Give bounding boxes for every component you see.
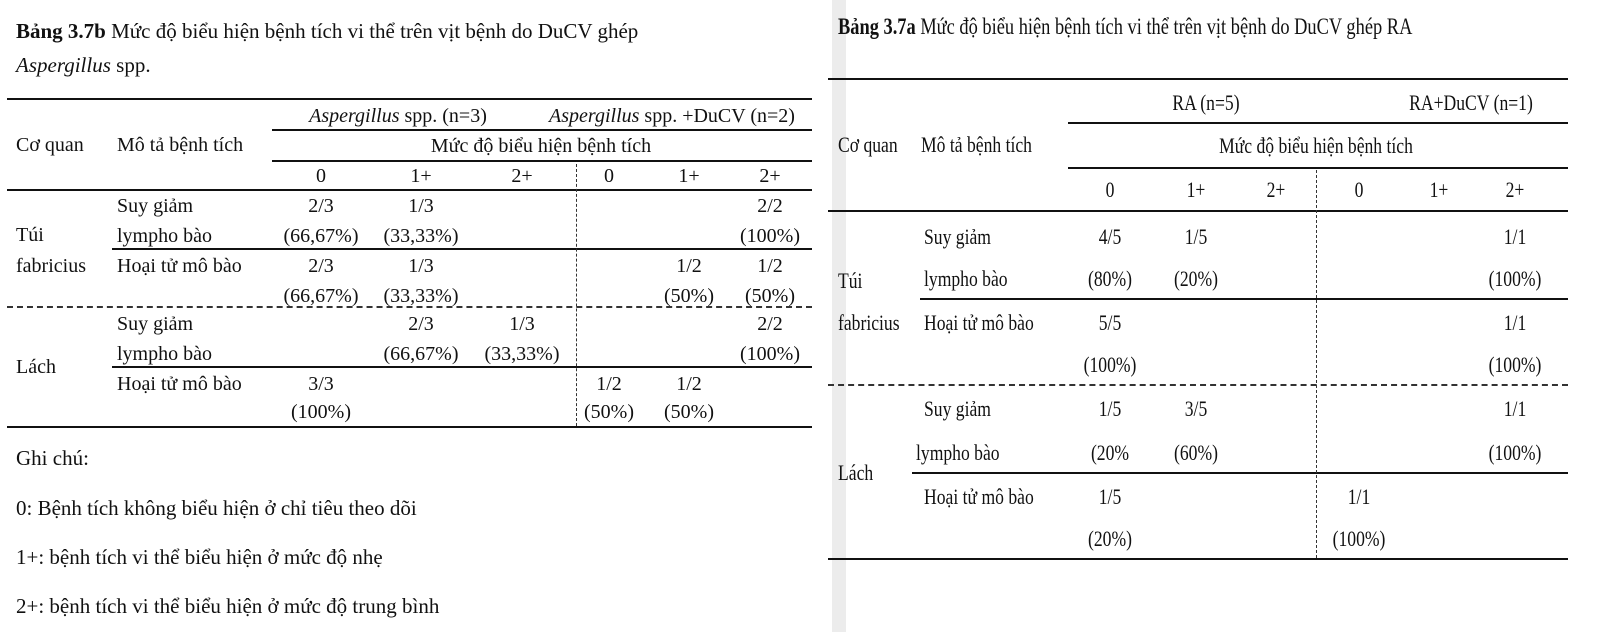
subheader-rule xyxy=(1068,167,1568,169)
level-header: 2+ xyxy=(1505,177,1525,202)
organ-fabricius-2: fabricius xyxy=(16,255,86,277)
title-label: Bảng 3.7a xyxy=(838,14,916,39)
level-header: 2+ xyxy=(759,165,781,187)
desc-lympho-2: lympho bào xyxy=(916,440,1000,465)
header-bottom-rule xyxy=(7,189,812,191)
cell-value: (33,33%) xyxy=(383,225,459,247)
cell-value: 2/2 xyxy=(757,195,783,217)
header-bottom-rule xyxy=(828,210,1568,212)
table-3-7a-panel xyxy=(838,0,1600,632)
level-header: 1+ xyxy=(678,165,700,187)
level-header: 1+ xyxy=(1186,177,1206,202)
group2-italic: Aspergillus xyxy=(549,105,640,127)
group-rule xyxy=(272,129,812,131)
top-rule xyxy=(828,78,1568,80)
group2-header: RA+DuCV (n=1) xyxy=(1409,90,1533,115)
cell-value: (100%) xyxy=(1488,266,1542,291)
cell-value: (100%) xyxy=(1332,526,1386,551)
note-level-2: 2+: bệnh tích vi thể biểu hiện ở mức độ trung bình xyxy=(16,594,440,618)
desc-lympho-2: lympho bào xyxy=(117,343,212,365)
organ-fabricius-1: Túi xyxy=(16,224,44,246)
level-header: 2+ xyxy=(1266,177,1286,202)
group-divider-dashed xyxy=(576,164,577,426)
fabricius-mid-rule xyxy=(920,298,1568,300)
cell-value: (100%) xyxy=(1488,440,1542,465)
cell-value: 1/3 xyxy=(408,255,434,277)
cell-value: (50%) xyxy=(664,285,714,307)
cell-value: 1/2 xyxy=(676,373,702,395)
desc-lympho-2: lympho bào xyxy=(924,266,1008,291)
cell-value: (100%) xyxy=(1083,352,1137,377)
cell-value: 4/5 xyxy=(1098,224,1122,249)
subheader: Mức độ biểu hiện bệnh tích xyxy=(1219,133,1413,158)
cell-value: 2/3 xyxy=(308,195,334,217)
cell-value: (80%) xyxy=(1088,266,1132,291)
cell-value: 2/3 xyxy=(408,313,434,335)
level-header: 0 xyxy=(1105,177,1115,202)
notes-heading: Ghi chú: xyxy=(16,446,89,470)
organ-spleen: Lách xyxy=(16,356,56,378)
level-header: 1+ xyxy=(410,165,432,187)
cell-value: 2/2 xyxy=(757,313,783,335)
cell-value: 1/5 xyxy=(1184,224,1208,249)
cell-value: 1/5 xyxy=(1098,396,1122,421)
cell-value: 1/2 xyxy=(757,255,783,277)
cell-value: (20%) xyxy=(1088,526,1132,551)
cell-value: 5/5 xyxy=(1098,310,1122,335)
col-desc-header: Mô tả bệnh tích xyxy=(117,134,244,156)
cell-value: (50%) xyxy=(745,285,795,307)
organ-divider-dashed xyxy=(828,384,1568,386)
spleen-mid-rule xyxy=(112,366,812,368)
desc-necrosis: Hoại tử mô bào xyxy=(924,310,1034,335)
subheader: Mức độ biểu hiện bệnh tích xyxy=(430,135,652,157)
desc-lympho-1: Suy giảm xyxy=(924,224,991,249)
title-text: Mức độ biểu hiện bệnh tích vi thể trên vịt bệnh do DuCV ghép xyxy=(105,19,639,43)
note-level-1: 1+: bệnh tích vi thể biểu hiện ở mức độ nhẹ xyxy=(16,545,383,569)
cell-value: (50%) xyxy=(664,401,714,423)
level-header: 1+ xyxy=(1429,177,1449,202)
desc-lympho-1: Suy giảm xyxy=(117,313,194,335)
organ-fabricius-2: fabricius xyxy=(838,310,900,335)
spleen-mid-rule xyxy=(912,472,1568,474)
cell-value: (33,33%) xyxy=(383,285,459,307)
cell-value: (100%) xyxy=(1488,352,1542,377)
subheader-rule xyxy=(272,160,812,162)
col-organ-header: Cơ quan xyxy=(16,134,84,156)
cell-value: (100%) xyxy=(740,225,800,247)
cell-value: 1/2 xyxy=(596,373,622,395)
cell-value: 3/3 xyxy=(308,373,334,395)
group-divider-dashed xyxy=(1316,170,1317,558)
cell-value: 1/1 xyxy=(1503,224,1527,249)
bottom-rule xyxy=(828,558,1568,560)
desc-lympho-2: lympho bào xyxy=(117,225,212,247)
title-text: Mức độ biểu hiện bệnh tích vi thể trên vịt bệnh do DuCV ghép RA xyxy=(915,14,1413,39)
group-rule xyxy=(1068,122,1568,124)
desc-lympho-1: Suy giảm xyxy=(117,195,194,217)
title-tail: spp. xyxy=(110,53,151,77)
group1-rest: spp. (n=3) xyxy=(399,105,487,127)
cell-value: 1/1 xyxy=(1503,310,1527,335)
group1-italic: Aspergillus xyxy=(309,105,400,127)
cell-value: (66,67%) xyxy=(383,343,459,365)
cell-value: (20%) xyxy=(1174,266,1218,291)
group1-header xyxy=(309,106,487,126)
cell-value: (100%) xyxy=(291,401,351,423)
bottom-rule xyxy=(7,426,812,428)
cell-value: (66,67%) xyxy=(283,285,359,307)
top-rule xyxy=(7,98,812,100)
table-3-7b-title xyxy=(16,14,816,82)
cell-value: 2/3 xyxy=(308,255,334,277)
cell-value: (20% xyxy=(1090,440,1130,465)
level-header: 0 xyxy=(316,165,326,187)
desc-necrosis: Hoại tử mô bào xyxy=(117,255,242,277)
desc-necrosis: Hoại tử mô bào xyxy=(117,373,242,395)
cell-value: 1/1 xyxy=(1347,484,1371,509)
fabricius-mid-rule xyxy=(112,248,812,250)
col-organ-header: Cơ quan xyxy=(838,132,898,157)
group1-header: RA (n=5) xyxy=(1172,90,1240,115)
cell-value: (100%) xyxy=(740,343,800,365)
cell-value: (60%) xyxy=(1174,440,1218,465)
level-header: 0 xyxy=(1354,177,1364,202)
cell-value: (66,67%) xyxy=(283,225,359,247)
title-italic: Aspergillus xyxy=(16,53,111,77)
cell-value: 1/2 xyxy=(676,255,702,277)
level-header: 2+ xyxy=(511,165,533,187)
cell-value: 1/1 xyxy=(1503,396,1527,421)
cell-value: (33,33%) xyxy=(484,343,560,365)
desc-necrosis: Hoại tử mô bào xyxy=(924,484,1034,509)
group2-header xyxy=(549,106,795,126)
desc-lympho-1: Suy giảm xyxy=(924,396,991,421)
organ-fabricius-1: Túi xyxy=(838,268,863,293)
cell-value: (50%) xyxy=(584,401,634,423)
cell-value: 3/5 xyxy=(1184,396,1208,421)
group2-rest: spp. +DuCV (n=2) xyxy=(639,105,795,127)
cell-value: 1/5 xyxy=(1098,484,1122,509)
organ-spleen: Lách xyxy=(838,460,874,485)
cell-value: 1/3 xyxy=(509,313,535,335)
title-label: Bảng 3.7b xyxy=(16,19,106,43)
table-3-7a-title xyxy=(838,10,1412,44)
note-level-0: 0: Bệnh tích không biểu hiện ở chỉ tiêu theo dõi xyxy=(16,496,417,520)
col-desc-header: Mô tả bệnh tích xyxy=(921,132,1032,157)
level-header: 0 xyxy=(604,165,614,187)
cell-value: 1/3 xyxy=(408,195,434,217)
